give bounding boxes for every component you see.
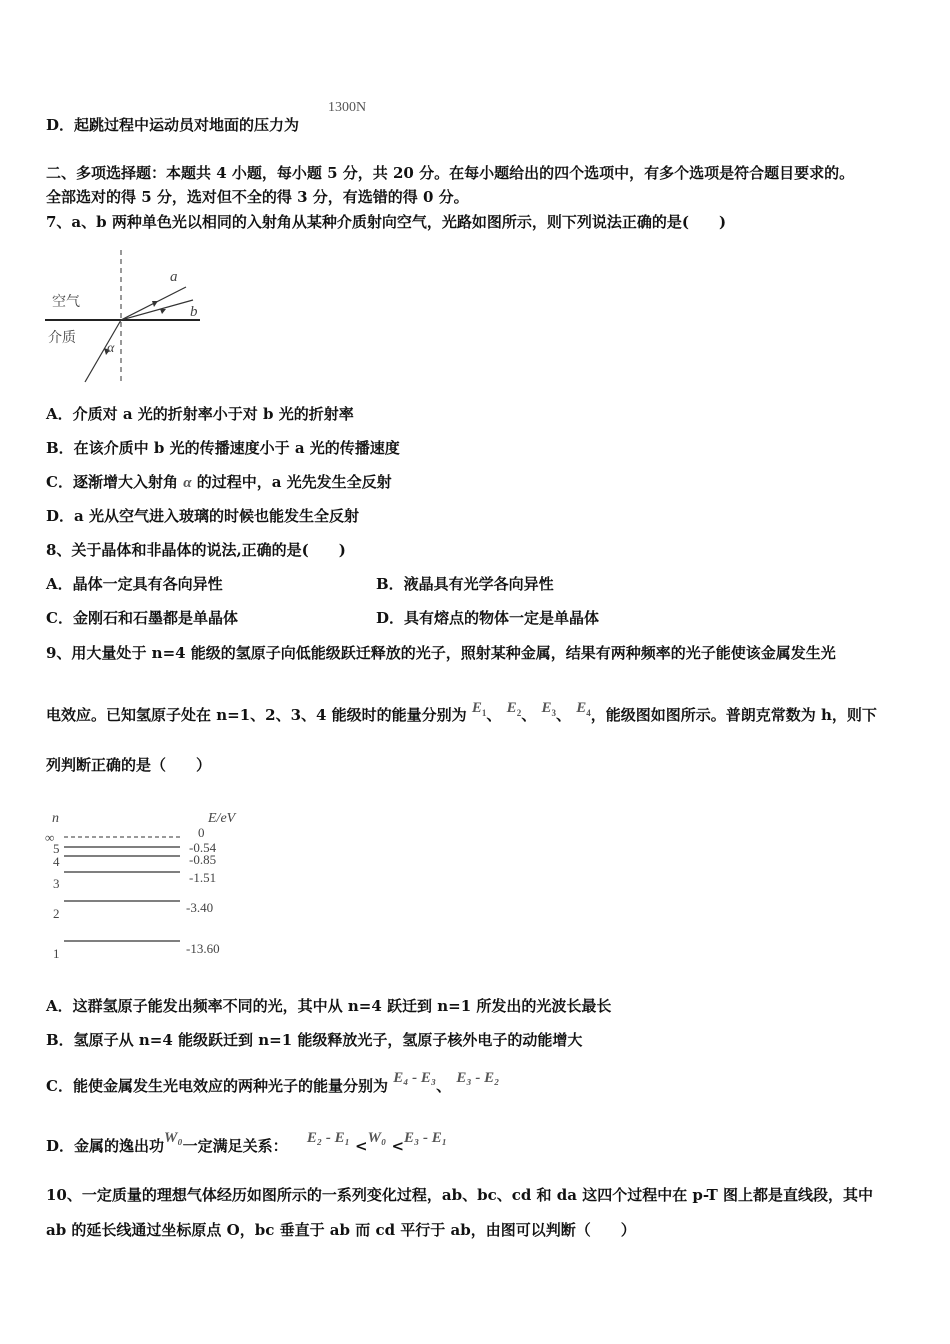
q7-ray-b — [121, 300, 193, 320]
q9-e2: $E_2$ — [506, 700, 522, 718]
q10-stem-line2: ab 的延长线通过坐标原点 O，bc 垂直于 ab 而 cd 平行于 ab，由图可以判断（ ） — [46, 1221, 636, 1239]
section2-line2: 全部选对的得 5 分，选对但不全的得 3 分，有选错的得 0 分。 — [46, 188, 469, 206]
q9-option-d-lt2: < — [391, 1137, 405, 1155]
q6-option-d-value: 1300N — [328, 100, 367, 115]
q9-stem-line1: 9、用大量处于 n=4 能级的氢原子向低能级跃迁释放的光子，照射某种金属，结果有两种频率的光子能使该金属发生光 — [46, 644, 836, 662]
q9-option-c — [46, 1070, 500, 1097]
q9-energy-level-figure — [40, 800, 260, 970]
q7-label-a: a — [170, 269, 178, 285]
q9-option-d — [46, 1130, 447, 1157]
q9-e3: $E_3$ — [541, 700, 556, 718]
q7-option-c-alpha: α — [183, 475, 192, 491]
q7-option-c — [46, 472, 392, 493]
q9-stem-line2 — [46, 700, 877, 731]
q9-option-d-ineq2: E₃ - E₁ — [404, 1130, 447, 1146]
q9-option-d-mid: 一定满足关系： — [182, 1137, 288, 1155]
q6-option-d — [46, 115, 299, 135]
q9-level-e-4: -0.85 — [189, 852, 217, 867]
q7-ray-b-arrow — [160, 309, 166, 314]
q8-option-b: B．液晶具有光学各向异性 — [376, 575, 554, 593]
q9-level-e-inf: 0 — [198, 825, 205, 840]
q9-e-axis-label: E/eV — [208, 811, 236, 826]
q9-sep3: 、 — [555, 706, 571, 724]
q7-label-b: b — [190, 304, 198, 320]
q9-level-n-2: 2 — [53, 906, 60, 921]
q9-level-n-3: 3 — [53, 876, 60, 891]
q9-sep1: 、 — [486, 706, 502, 724]
q9-option-c-energy1: E₄ - E₃ — [393, 1070, 437, 1086]
q7-option-c-post: 的过程中，a 光先发生全反射 — [196, 473, 392, 491]
q9-option-c-energy2: E₃ - E₂ — [456, 1070, 500, 1086]
q8-stem: 8、关于晶体和非晶体的说法,正确的是( ) — [46, 541, 346, 559]
q9-level-e-3: -1.51 — [189, 870, 217, 885]
section2-line1: 二、多项选择题：本题共 4 小题，每小题 5 分，共 20 分。在每小题给出的四个选项中，有多个选项是符合题目要求的。 — [46, 164, 855, 182]
q7-label-alpha: α — [107, 341, 115, 356]
q9-stem-line3: 列判断正确的是（ ） — [46, 756, 212, 774]
q6-option-d-text: D．起跳过程中运动员对地面的压力为 — [46, 116, 300, 134]
q9-option-d-ineq1: E₂ - E₁ — [306, 1130, 350, 1146]
q9-level-n-inf: ∞ — [45, 830, 55, 845]
q9-option-b: B．氢原子从 n=4 能级跃迁到 n=1 能级释放光子，氢原子核外电子的动能增大 — [46, 1031, 583, 1049]
q9-level-e-2: -3.40 — [186, 900, 214, 915]
q7-incident-ray — [85, 320, 121, 382]
q9-e1: $E_1$ — [471, 700, 487, 718]
q7-option-d: D．a 光从空气进入玻璃的时候也能发生全反射 — [46, 507, 359, 525]
q9-level-e-5: -0.54 — [189, 840, 217, 855]
q9-level-n-1: 1 — [53, 946, 60, 961]
q10-stem-line1: 10、一定质量的理想气体经历如图所示的一系列变化过程，ab、bc、cd 和 da 这四个过程中在 p-T 图上都是直线段，其中 — [46, 1186, 874, 1204]
q7-option-a: A．介质对 a 光的折射率小于对 b 光的折射率 — [46, 405, 354, 423]
q9-level-e-1: -13.60 — [186, 941, 220, 956]
q7-stem: 7、a、b 两种单色光以相同的入射角从某种介质射向空气，光路如图所示，则下列说法正确的是( ) — [46, 213, 727, 231]
q7-refraction-figure — [40, 245, 220, 390]
q7-option-c-pre: C．逐渐增大入射角 — [46, 473, 178, 491]
q8-option-c: C．金刚石和石墨都是单晶体 — [46, 609, 238, 627]
q7-label-medium: 介质 — [48, 331, 76, 346]
q9-option-d-w0-2: W₀ — [367, 1130, 387, 1146]
q8-option-a: A．晶体一定具有各向异性 — [46, 575, 223, 593]
q9-option-a: A．这群氢原子能发出频率不同的光，其中从 n=4 跃迁到 n=1 所发出的光波长最长 — [46, 997, 612, 1015]
q9-option-d-pre: D．金属的逸出功 — [46, 1137, 165, 1155]
q7-option-b: B．在该介质中 b 光的传播速度小于 a 光的传播速度 — [46, 439, 400, 457]
q9-level-n-4: 4 — [53, 854, 60, 869]
q9-option-d-lt1: < — [355, 1137, 368, 1155]
q7-label-air: 空气 — [52, 295, 80, 310]
q9-option-c-pre: C．能使金属发生光电效应的两种光子的能量分别为 — [46, 1077, 388, 1095]
q9-level-n-5: 5 — [53, 841, 60, 856]
q9-e4: $E_4$ — [576, 700, 591, 718]
q9-stem2-pre: 电效应。已知氢原子处在 n=1、2、3、4 能级时的能量分别为 — [46, 706, 467, 724]
q8-option-d: D．具有熔点的物体一定是单晶体 — [376, 609, 600, 627]
q9-n-axis-label: n — [52, 811, 59, 826]
q9-stem2-post: ，能级图如图所示。普朗克常数为 h，则下 — [590, 706, 877, 724]
q9-option-d-w0: W₀ — [164, 1130, 183, 1146]
q9-option-c-sep: 、 — [436, 1077, 452, 1095]
q9-sep2: 、 — [521, 706, 537, 724]
